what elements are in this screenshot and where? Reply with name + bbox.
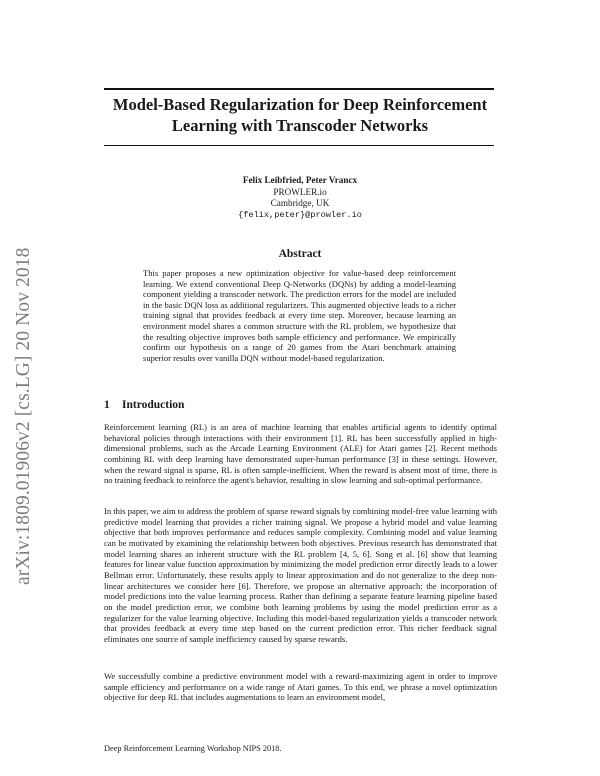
author-email: {felix,peter}@prowler.io: [238, 209, 362, 220]
intro-paragraph-1: Reinforcement learning (RL) is an area of machine learning that enables artificial agents to identify optimal behavioral policies through interactions with their environment [1]. RL has been successfully applied in high-dimensional problems, such as the Arcade Learning Environment (ALE) for Atari games [2]. Recent methods combining RL with deep learning have demonstrated super-human performance [3] in these settings. However, when the reward signal is sparse, RL is often sample-inefficient. When the reward is absent most of time, there is no training feedback to reinforce the agent's behavior, resulting in slow learning and sub-optimal performance.: [104, 422, 497, 486]
paper-title: Model-Based Regularization for Deep Reinforcement Learning with Transcoder Networks: [112, 95, 488, 135]
section-number: 1: [104, 399, 110, 411]
title-bottom-rule: [104, 145, 494, 146]
intro-paragraph-2: In this paper, we aim to address the problem of sparse reward signals by combining model-free value learning with predictive model learning that provides a richer training signal. We propose a hybrid model and value learning objective that both improves performance and reduces sample complexity. Combining model and value learning can be motivated by examining the relationship between both objectives. Previous research has demonstrated that model learning shares an inherent structure with the RL problem [4, 5, 6]. Song et al. [6] show that learning features for linear value function approximation by minimizing the model prediction error directly leads to a lower Bellman error. Unfortunately, these results apply to linear approximation and do not generalize to the deep non-linear architectures we consider here [6]. Therefore, we propose an alternative approach: the incorporation of model predictions into the value learning process. Rather than defining a separate feature learning pipeline based on the model prediction error, we combine both learning problems by using the model prediction error as a regularizer for the value learning objective. Including this model-based regularization yields a transcoder network that provides feedback at every time step based on the current prediction error. This richer feedback signal eliminates one source of sample inefficiency caused by sparse rewards.: [104, 506, 497, 644]
section-heading-introduction: [104, 399, 184, 411]
abstract-text: This paper proposes a new optimization objective for value-based deep reinforcement learning. We extend conventional Deep Q-Networks (DQNs) by adding a model-learning component yielding a transcoder network. The prediction errors for the model are included in the basic DQN loss as additional regularizers. This augmented objective leads to a richer training signal that provides feedback at every time step. Moreover, because learning an environment model shares a common structure with the RL problem, we hypothesize that the resulting objective improves both sample efficiency and performance. We empirically confirm our hypothesis on a range of 20 games from the Atari benchmark attaining superior results over vanilla DQN without model-based regularization.: [143, 268, 456, 363]
section-title: Introduction: [122, 399, 185, 411]
author-affiliation: PROWLER.io: [273, 186, 327, 197]
venue-footnote: Deep Reinforcement Learning Workshop NIPS 2018.: [104, 744, 282, 753]
author-names: Felix Leibfried, Peter Vrancx: [242, 175, 358, 185]
abstract-heading: Abstract: [278, 248, 322, 260]
author-block: [150, 175, 450, 221]
title-top-rule: [104, 88, 494, 90]
author-location: Cambridge, UK: [270, 198, 330, 209]
arxiv-identifier-stamp: arXiv:1809.01906v2 [cs.LG] 20 Nov 2018: [13, 247, 34, 585]
intro-paragraph-3: We successfully combine a predictive environment model with a reward-maximizing agent in order to improve sample efficiency and performance on a wide range of Atari games. To this end, we phrase a novel optimization objective for deep RL that includes augmentations to learn an environment model,: [104, 671, 497, 703]
